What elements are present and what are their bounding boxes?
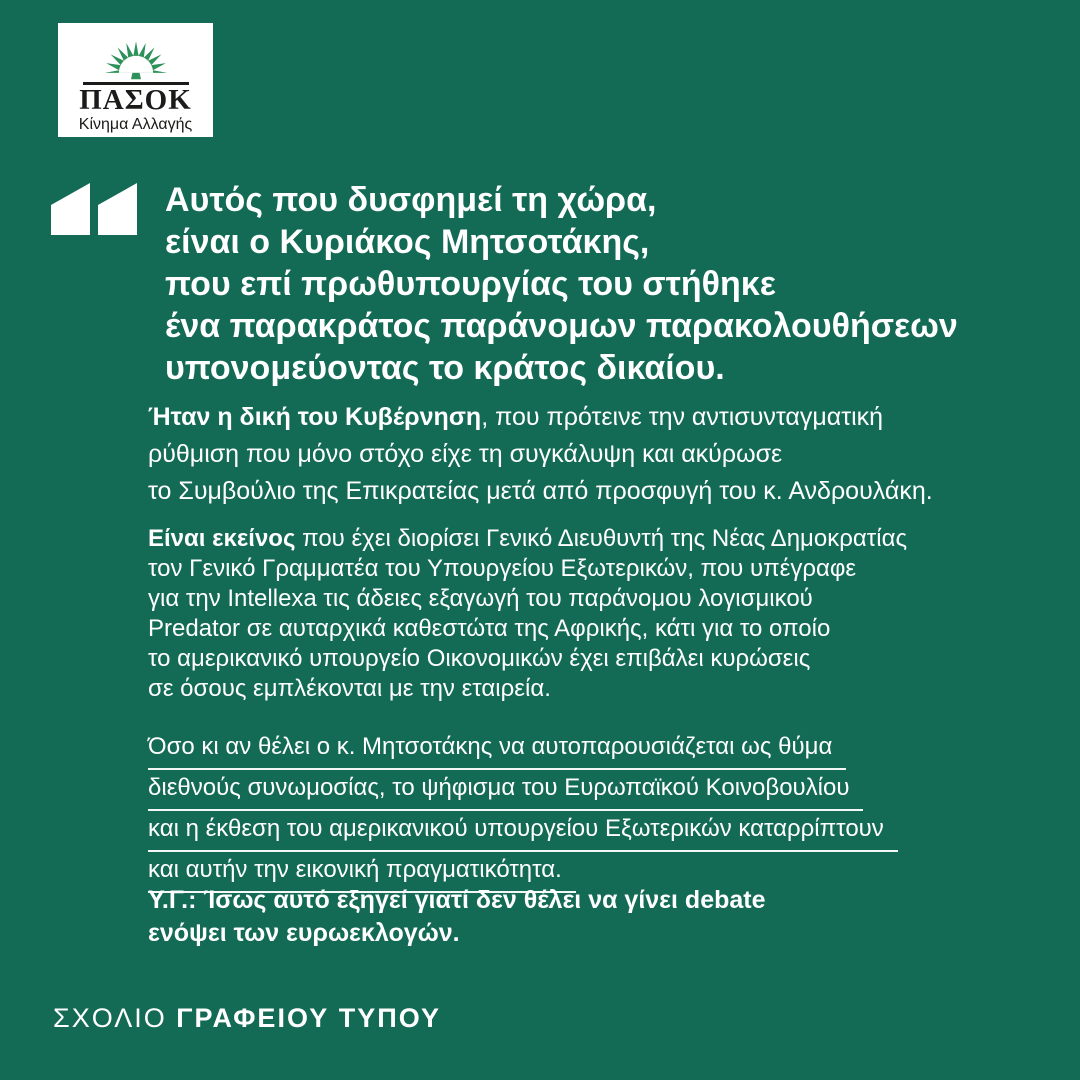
pasok-logo-card [58,23,213,137]
pasok-sun-icon [93,30,179,80]
postscript [148,884,1048,950]
underlined-text: και η έκθεση του αμερικανικού υπουργείου Εξωτερικών καταρρίπτουν [148,811,898,852]
headline-line: Αυτός που δυσφημεί τη χώρα, [165,181,657,219]
quote-icon [51,183,137,235]
paragraph-line: τον Γενικό Γραμματέα του Υπουργείου Εξωτερικών, που υπέγραφε [148,555,857,582]
headline-line: ένα παρακράτος παράνομων παρακολουθήσεων [165,307,958,345]
logo-title: ΠΑΣΟΚ [79,84,192,116]
underlined-text: και αυτήν την εικονική πραγματικότητα. [148,852,576,893]
footer-emphasis: ΓΡΑΦΕΙΟΥ ΤΥΠΟΥ [176,1003,441,1033]
paragraph-line: το Συμβούλιο της Επικρατείας μετά από προσφυγή του κ. Ανδρουλάκη. [148,477,933,505]
paragraph-intellexa [148,524,1048,704]
postscript-line: ενόψει των ευρωεκλογών. [148,919,460,947]
headline-line: είναι ο Κυριάκος Μητσοτάκης, [165,223,650,261]
paragraph-lead-bold: Ήταν η δική του Κυβέρνηση [148,403,482,431]
logo-subtitle: Κίνημα Αλλαγής [78,116,193,133]
headline-line: υπονομεύοντας το κράτος δικαίου. [165,349,725,387]
paragraph-line [148,770,1048,811]
paragraph-text: , που πρότεινε την αντισυνταγματική [481,403,884,431]
paragraph-line [148,811,1048,852]
headline-line: που επί πρωθυπουργίας του στήθηκε [165,265,776,303]
paragraph-line: για την Intellexa τις άδειες εξαγωγή του παράνομου λογισμικού [148,585,813,612]
paragraph-line: Predator σε αυταρχικά καθεστώτα της Αφρικής, κάτι για το οποίο [148,615,831,642]
footer-prefix: ΣΧΟΛΙΟ [53,1003,177,1033]
postscript-line: Υ.Γ.: Ίσως αυτό εξηγεί γιατί δεν θέλει να γίνει debate [148,886,766,914]
paragraph-underlined [148,729,1048,893]
paragraph-line: το αμερικανικό υπουργείο Οικονομικών έχει επιβάλει κυρώσεις [148,645,811,672]
footer-label [53,1003,441,1034]
paragraph-line [148,729,1048,770]
paragraph-lead-bold: Είναι εκείνος [148,525,296,552]
paragraph-government [148,399,1048,510]
paragraph-line: ρύθμιση που μόνο στόχο είχε τη συγκάλυψη και ακύρωσε [148,440,783,468]
headline [165,179,1045,389]
paragraph-line [148,399,1048,436]
paragraph-text: που έχει διορίσει Γενικό Διευθυντή της Νέας Δημοκρατίας [295,525,908,552]
paragraph-line: σε όσους εμπλέκονται με την εταιρεία. [148,675,551,702]
underlined-text: Όσο κι αν θέλει ο κ. Μητσοτάκης να αυτοπαρουσιάζεται ως θύμα [148,729,846,770]
underlined-text: διεθνούς συνωμοσίας, το ψήφισμα του Ευρωπαϊκού Κοινοβουλίου [148,770,863,811]
paragraph-line [148,524,1048,554]
